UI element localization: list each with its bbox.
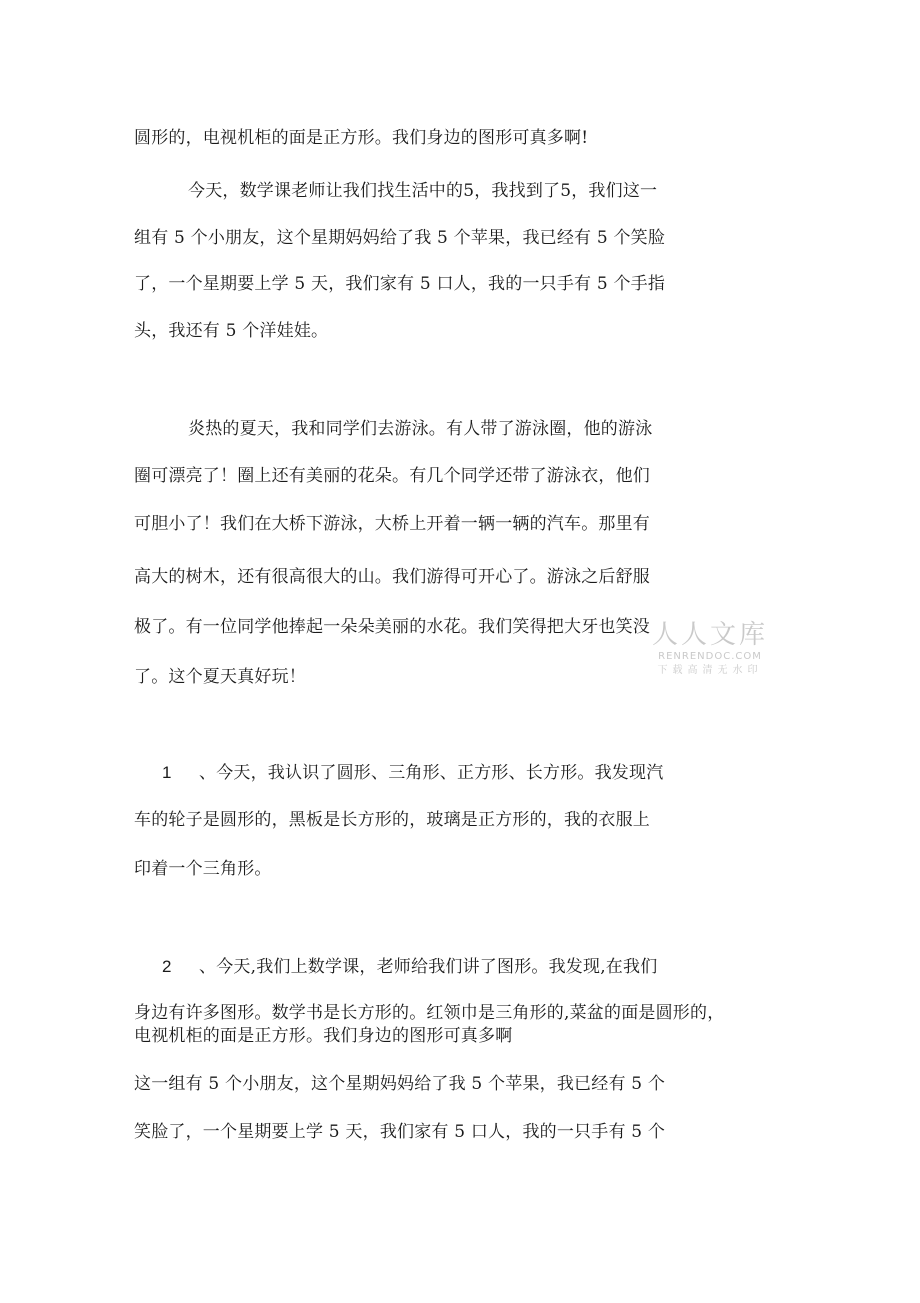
text-line: 今天，数学课老师让我们找生活中的5，我找到了5，我们这一 [188, 181, 658, 201]
text-line: 电视机柜的面是正方形。我们身边的图形可真多啊 [134, 1026, 513, 1046]
text-line: 极了。有一位同学他捧起一朵朵美丽的水花。我们笑得把大牙也笑没 [134, 617, 650, 637]
text-line: 了，一个星期要上学 5 天，我们家有 5 口人，我的一只手有 5 个手指 [134, 274, 666, 294]
text-line: 印着一个三角形。 [134, 859, 272, 879]
text-line: 炎热的夏天，我和同学们去游泳。有人带了游泳圈，他的游泳 [188, 419, 653, 439]
text-line: 、今天,我们上数学课，老师给我们讲了图形。我发现,在我们 [199, 957, 658, 977]
text-line: 车的轮子是圆形的，黑板是长方形的，玻璃是正方形的，我的衣服上 [134, 810, 650, 830]
watermark-site: RENRENDOC.COM [658, 651, 762, 662]
item-number: 2 [162, 957, 172, 976]
watermark-slogan: 下载高清无水印 [657, 665, 763, 676]
text-line: 圆形的，电视机柜的面是正方形。我们身边的图形可真多啊! [134, 128, 589, 148]
watermark-logo [646, 620, 774, 678]
text-line: 组有 5 个小朋友，这个星期妈妈给了我 5 个苹果，我已经有 5 个笑脸 [134, 228, 666, 248]
text-line: 笑脸了，一个星期要上学 5 天，我们家有 5 口人，我的一只手有 5 个 [134, 1122, 666, 1142]
item-number: 1 [162, 763, 172, 782]
text-line: 可胆小了！我们在大桥下游泳，大桥上开着一辆一辆的汽车。那里有 [134, 514, 650, 534]
text-line: 了。这个夏天真好玩！ [134, 667, 306, 687]
text-line: 头，我还有 5 个洋娃娃。 [134, 321, 329, 341]
text-line: 身边有许多图形。数学书是长方形的。红领巾是三角形的,菜盆的面是圆形的， [134, 1003, 725, 1023]
watermark-title: 人人文库 [651, 620, 768, 650]
text-line: 这一组有 5 个小朋友，这个星期妈妈给了我 5 个苹果，我已经有 5 个 [134, 1074, 666, 1094]
text-line: 圈可漂亮了！圈上还有美丽的花朵。有几个同学还带了游泳衣，他们 [134, 466, 650, 486]
text-line: 高大的树木，还有很高很大的山。我们游得可开心了。游泳之后舒服 [134, 567, 650, 587]
text-line: 、今天，我认识了圆形、三角形、正方形、长方形。我发现汽 [199, 763, 664, 783]
